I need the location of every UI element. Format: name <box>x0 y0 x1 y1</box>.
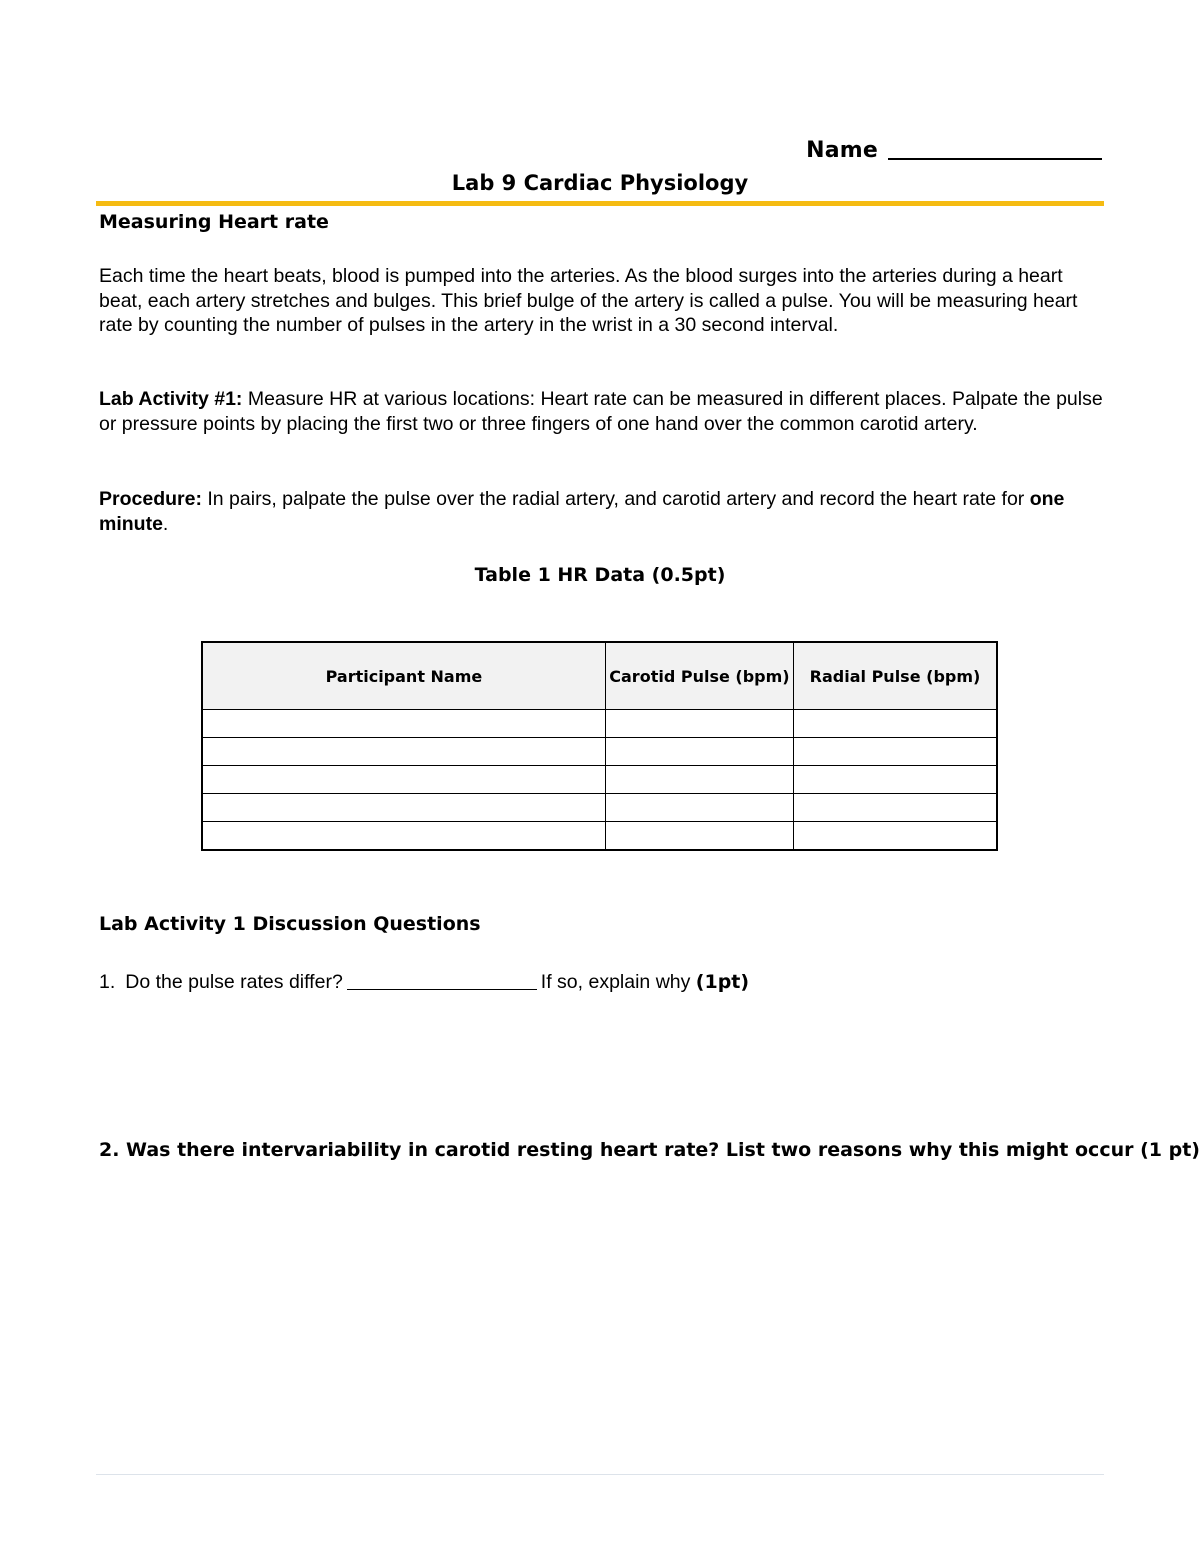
header-participant-name: Participant Name <box>202 642 605 710</box>
intro-paragraph: Each time the heart beats, blood is pumped into the arteries. As the blood surges into the arteries during a heart beat, each artery stretches and bulges. This brief bulge of the artery is called a pulse. You will be measuring heart rate by counting the number of pulses in the artery in the wrist in a 30 second interval. <box>99 265 1078 337</box>
question-1 <box>99 971 749 994</box>
table-caption: Table 1 HR Data (0.5pt) <box>474 564 726 586</box>
name-label: Name <box>806 138 878 163</box>
question-1-followup: If so, explain why <box>540 971 691 993</box>
question-1-answer-blank[interactable] <box>347 971 537 990</box>
carotid-pulse-cell[interactable] <box>605 738 793 766</box>
participant-name-cell[interactable] <box>202 794 605 822</box>
question-1-points: (1pt) <box>695 971 750 993</box>
procedure-text: In pairs, palpate the pulse over the radial artery, and carotid artery and record the heart rate for <box>201 488 1030 510</box>
question-1-number: 1. <box>99 971 116 993</box>
carotid-pulse-cell[interactable] <box>605 710 793 738</box>
radial-pulse-cell[interactable] <box>794 822 998 851</box>
participant-name-cell[interactable] <box>202 766 605 794</box>
table-row <box>202 766 997 794</box>
table-row <box>202 710 997 738</box>
header-radial-pulse: Radial Pulse (bpm) <box>794 642 998 710</box>
activity-text: Measure HR at various locations: Heart rate can be measured in different places. Palpate the pulse or pressure points by placing the first two or three fingers of one hand over the common carotid artery. <box>99 388 1103 435</box>
table-row <box>202 794 997 822</box>
hr-data-table <box>201 641 998 851</box>
carotid-pulse-cell[interactable] <box>605 766 793 794</box>
question-1-text: Do the pulse rates differ? <box>125 971 343 993</box>
footer-divider <box>96 1474 1104 1475</box>
question-2: 2. Was there intervariability in carotid resting heart rate? List two reasons why this might occur (1 pt) <box>99 1139 1200 1161</box>
radial-pulse-cell[interactable] <box>794 766 998 794</box>
activity-label: Lab Activity #1: <box>99 388 243 410</box>
title-divider <box>96 201 1104 206</box>
procedure-period: . <box>162 512 169 535</box>
section-heading: Measuring Heart rate <box>99 211 329 233</box>
name-line <box>806 136 1102 163</box>
procedure-label: Procedure: <box>99 488 202 510</box>
carotid-pulse-cell[interactable] <box>605 822 793 851</box>
page-title: Lab 9 Cardiac Physiology <box>451 171 749 195</box>
procedure-paragraph <box>99 487 1109 536</box>
header-carotid-pulse: Carotid Pulse (bpm) <box>605 642 793 710</box>
radial-pulse-cell[interactable] <box>794 710 998 738</box>
radial-pulse-cell[interactable] <box>794 794 998 822</box>
participant-name-cell[interactable] <box>202 710 605 738</box>
activity-paragraph <box>99 387 1109 436</box>
table-row <box>202 738 997 766</box>
participant-name-cell[interactable] <box>202 822 605 851</box>
discussion-heading: Lab Activity 1 Discussion Questions <box>99 913 481 935</box>
name-blank[interactable] <box>888 136 1102 160</box>
carotid-pulse-cell[interactable] <box>605 794 793 822</box>
table-header-row <box>202 642 997 710</box>
radial-pulse-cell[interactable] <box>794 738 998 766</box>
participant-name-cell[interactable] <box>202 738 605 766</box>
procedure-duration: one minute <box>99 488 1065 535</box>
table-row <box>202 822 997 851</box>
